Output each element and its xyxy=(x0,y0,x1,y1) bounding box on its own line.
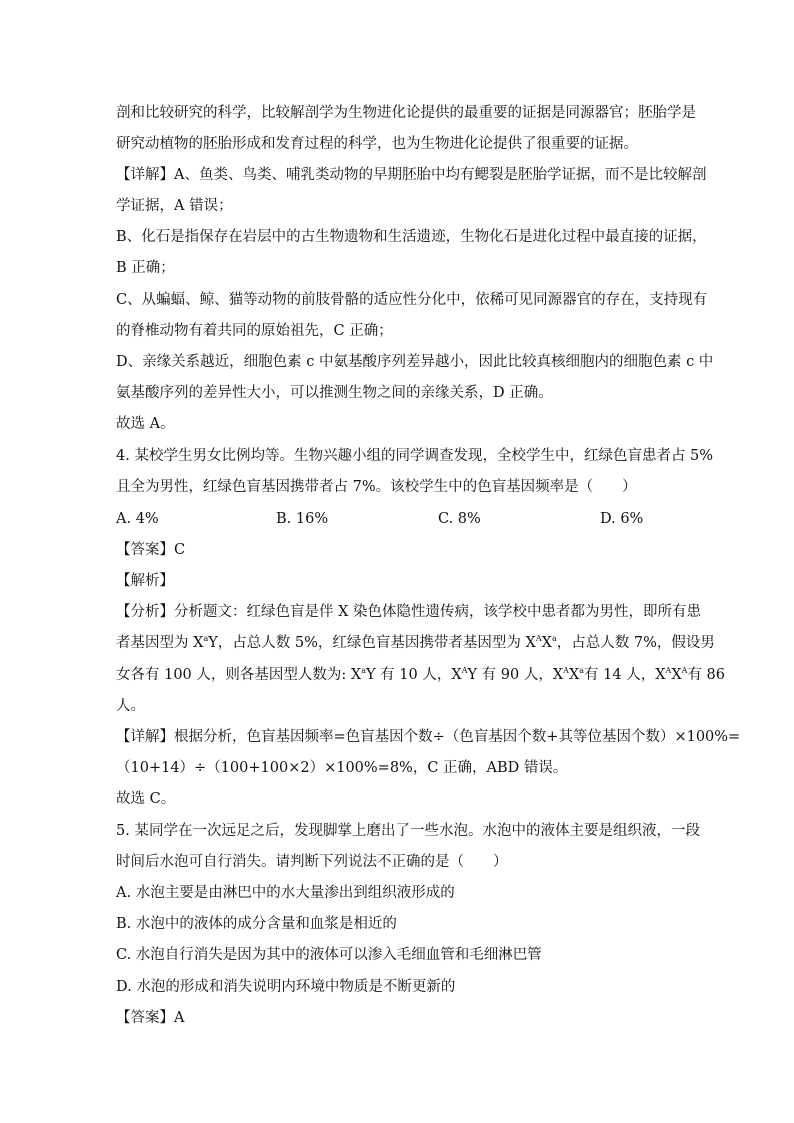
superscript: A xyxy=(563,666,569,676)
analysis-line: 【分析】分析题文：红绿色盲是伴 X 染色体隐性遗传病，该学校中患者都为男性，即所有患 xyxy=(116,604,702,620)
analysis-line xyxy=(116,633,715,653)
paragraph-line: D、亲缘关系越近，细胞色素 c 中氨基酸序列差异越小，因此比较真核细胞内的细胞色素 c 中 xyxy=(116,354,714,370)
answer-label: 【答案】A xyxy=(116,1010,185,1026)
text-run: X xyxy=(541,635,552,651)
text-run: 者基因型为 X xyxy=(116,635,204,651)
superscript: A xyxy=(681,666,688,676)
analysis-line: 人。 xyxy=(116,698,145,714)
paragraph-line: 【详解】A、鱼类、鸟类、哺乳类动物的早期胚胎中均有鳃裂是胚胎学证据，而不是比较解剖 xyxy=(116,167,707,183)
superscript: A xyxy=(665,666,672,676)
paragraph-line: 的脊椎动物有着共同的原始祖先，C 正确； xyxy=(116,323,393,339)
text-run: Y 有 10 人，X xyxy=(366,667,462,683)
option-b: B. 水泡中的液体的成分含量和血浆是相近的 xyxy=(116,916,397,932)
text-run: X xyxy=(568,667,580,683)
text-run: ，占总人数 7%，假设男 xyxy=(556,635,715,651)
paragraph-line: B、化石是指保存在岩层中的古生物遗物和生活遗迹，生物化石是进化过程中最直接的证据， xyxy=(116,229,707,245)
text-run: X xyxy=(671,667,682,683)
text-run: 有 86 xyxy=(687,667,725,683)
paragraph-line: 剖和比较研究的科学，比较解剖学为生物进化论提供的最重要的证据是同源器官；胚胎学是 xyxy=(116,105,696,121)
detail-line: （10+14）÷（100+100×2）×100%=8%，C 正确，ABD 错误。 xyxy=(116,760,568,776)
superscript: a xyxy=(361,666,366,676)
choose-line: 故选 C。 xyxy=(116,791,176,807)
question-4-stem: 4. 某校学生男女比例均等。生物兴趣小组的同学调查发现，全校学生中，红绿色盲患者占 5% xyxy=(116,448,714,464)
option-d: D. 6% xyxy=(600,511,644,527)
text-run: 有 14 人，X xyxy=(584,667,666,683)
question-5-stem: 时间后水泡可自行消失。请判断下列说法不正确的是（ ） xyxy=(116,854,508,870)
text-run: Y，占总人数 5%，红绿色盲基因携带者基因型为 X xyxy=(208,635,536,651)
paragraph-line: C、从蝙蝠、鲸、猫等动物的前肢骨骼的适应性分化中，依稀可见同源器官的存在，支持现有 xyxy=(116,292,708,308)
question-4-stem: 且全为男性，红绿色盲基因携带者占 7%。该校学生中的色盲基因频率是（ ） xyxy=(116,479,637,495)
superscript: A xyxy=(461,666,468,676)
option-d: D. 水泡的形成和消失说明内环境中物质是不断更新的 xyxy=(116,979,456,995)
superscript: a xyxy=(551,634,557,644)
option-b: B. 16% xyxy=(276,511,329,527)
option-c: C. 水泡自行消失是因为其中的液体可以渗入毛细血管和毛细淋巴管 xyxy=(116,947,542,963)
text-run: 女各有 100 人，则各基因型人数为: X xyxy=(116,667,362,683)
paragraph-line: B 正确； xyxy=(116,260,175,276)
paragraph-line: 研究动植物的胚胎形成和发育过程的科学，也为生物进化论提供了很重要的证据。 xyxy=(116,136,638,152)
analysis-line xyxy=(116,665,725,685)
text-run: Y 有 90 人，X xyxy=(467,667,564,683)
question-5-stem: 5. 某同学在一次远足之后，发现脚掌上磨出了一些水泡。水泡中的液体主要是组织液，一段 xyxy=(116,823,700,839)
superscript: a xyxy=(579,666,585,676)
option-a: A. 水泡主要是由淋巴中的水大量渗出到组织液形成的 xyxy=(116,885,455,901)
answer-label: 【答案】C xyxy=(116,542,186,558)
option-a: A. 4% xyxy=(116,511,159,527)
option-c: C. 8% xyxy=(438,511,481,527)
paragraph-line: 氨基酸序列的差异性大小，可以推测生物之间的亲缘关系，D 正确。 xyxy=(116,385,553,401)
analysis-header: 【解析】 xyxy=(116,573,174,589)
paragraph-line: 故选 A。 xyxy=(116,416,175,432)
superscript: A xyxy=(535,634,542,644)
detail-line: 【详解】根据分析，色盲基因频率=色盲基因个数÷（色盲基因个数+其等位基因个数）×100%= xyxy=(116,729,741,745)
superscript: a xyxy=(203,634,209,644)
paragraph-line: 学证据，A 错误； xyxy=(116,198,233,214)
